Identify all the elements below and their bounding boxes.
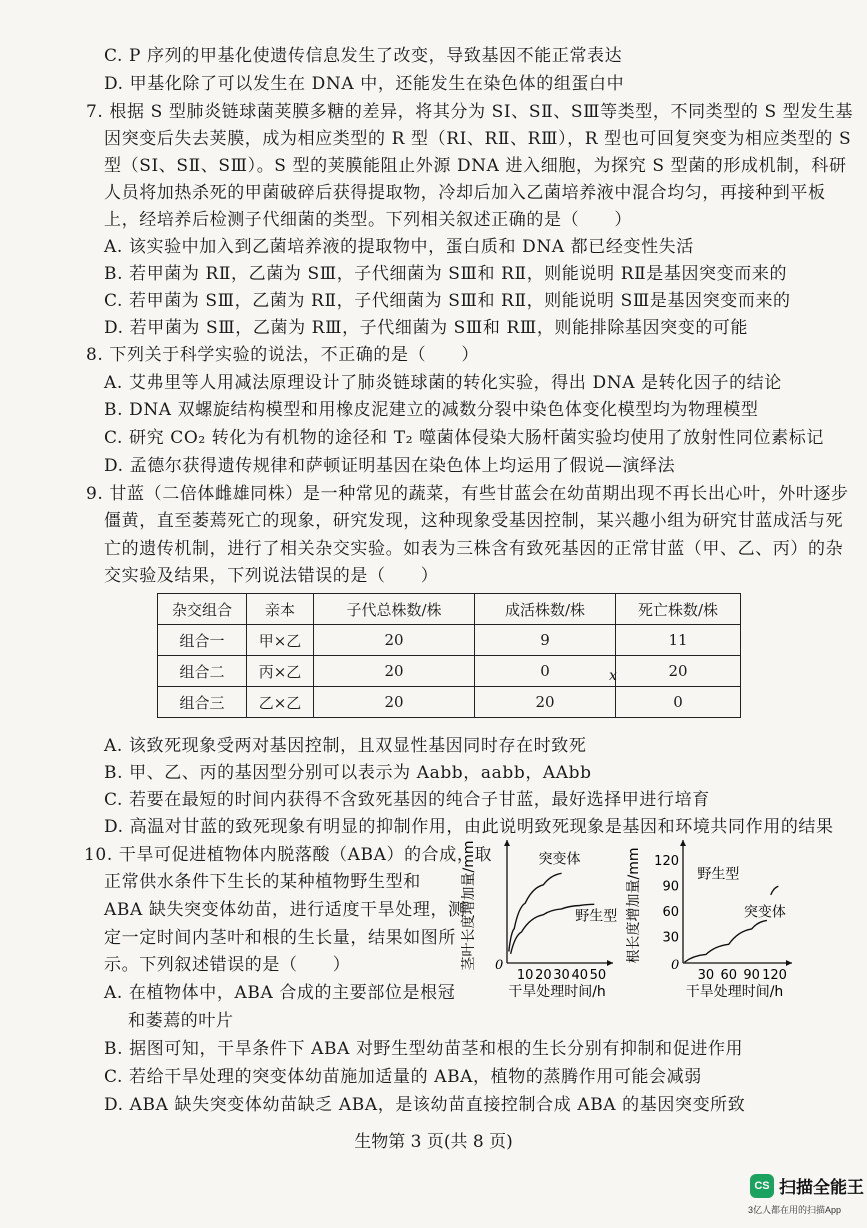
scanner-watermark (748, 1172, 862, 1222)
origin-label: 0 (495, 958, 504, 973)
q10-option-d: D. ABA 缺失突变体幼苗缺乏 ABA，是该幼苗直接控制合成 ABA 的基因突变所致 (104, 1095, 746, 1115)
q7-stem-line: 因突变后失去荚膜，成为相应类型的 R 型（RⅠ、RⅡ、RⅢ），R 型也可回复突变为相应类型的 S (104, 129, 852, 149)
table-header-cell: 死亡株数/株 (616, 594, 741, 625)
q8-option-a: A. 艾弗里等人用减法原理设计了肺炎链球菌的转化实验，得出 DNA 是转化因子的结论 (104, 373, 782, 393)
series-label: 野生型 (697, 866, 740, 883)
x-tick-label: 50 (589, 968, 607, 983)
q10-option-a: A. 在植物体中，ABA 合成的主要部位是根冠 (104, 983, 456, 1003)
table-cell: 20 (314, 625, 475, 656)
q7-stem-line: 人员将加热杀死的甲菌破碎后获得提取物，冷却后加入乙菌培养液中混合均匀，再接种到平板 (104, 183, 826, 203)
y-axis-arrow (680, 840, 686, 846)
y-axis-label: 茎叶长度增加量/mm (461, 840, 477, 971)
x-tick-label: 10 (516, 968, 534, 983)
q7-option-a: A. 该实验中加入到乙菌培养液的提取物中，蛋白质和 DNA 都已经变性失活 (104, 237, 694, 257)
q7-option-d: D. 若甲菌为 SⅢ，乙菌为 RⅢ，子代细菌为 SⅢ和 RⅢ，则能排除基因突变的可能 (104, 318, 749, 338)
table-row (158, 687, 741, 718)
y-axis-label: 根长度增加量/mm (626, 847, 642, 964)
q10-stem-line: 正常供水条件下生长的某种植物野生型和 (104, 872, 421, 892)
table-cell: 9 (475, 625, 616, 656)
q9-stem-line: 交实验及结果，下列说法错误的是（ ） (104, 566, 439, 586)
q10-stem-line: ABA 缺失突变体幼苗，进行适度干旱处理，测 (104, 900, 466, 920)
x-axis-arrow (607, 960, 613, 966)
x-axis-arrow (786, 960, 792, 966)
x-tick-label: 30 (697, 968, 715, 983)
x-tick-label: 120 (762, 968, 787, 983)
x-tick-label: 60 (720, 968, 738, 983)
series-line (771, 886, 779, 895)
table-cell: 组合一 (158, 625, 247, 656)
stem-leaf-growth-chart (455, 838, 620, 998)
y-tick-label: 120 (654, 853, 679, 869)
table-cell: 甲×乙 (247, 625, 314, 656)
x-tick-label: 30 (553, 968, 570, 983)
table-cell: 0 (475, 656, 616, 687)
table-cell: 20 (475, 687, 616, 718)
table-cell: 丙×乙 (247, 656, 314, 687)
y-tick-label: 60 (662, 904, 679, 920)
series-line (685, 920, 767, 962)
handwritten-mark: x (609, 668, 617, 684)
table-row (158, 625, 741, 656)
table-cell: 11 (616, 625, 741, 656)
brand-name: 扫描全能王 (779, 1178, 864, 1197)
origin-label: 0 (671, 958, 680, 973)
q6-option-d: D. 甲基化除了可以发生在 DNA 中，还能发生在染色体的组蛋白中 (104, 74, 625, 94)
q10-option-a-cont: 和萎蔫的叶片 (128, 1011, 234, 1031)
x-axis-label: 干旱处理时间/h (685, 984, 784, 998)
q7-option-b: B. 若甲菌为 RⅡ，乙菌为 SⅢ，子代细菌为 SⅢ和 RⅡ，则能说明 RⅡ是基因突变而来的 (104, 264, 788, 284)
table-header-cell: 杂交组合 (158, 594, 247, 625)
q9-stem-line: 亡的遗传机制，进行了相关杂交实验。如表为三株含有致死基因的正常甘蓝（甲、乙、丙）的杂 (104, 539, 844, 559)
q10-option-b: B. 据图可知，干旱条件下 ABA 对野生型幼苗茎和根的生长分别有抑制和促进作用 (104, 1039, 744, 1059)
q9-option-d: D. 高温对甘蓝的致死现象有明显的抑制作用，由此说明致死现象是基因和环境共同作用的结果 (104, 817, 834, 837)
table-cell: 20 (616, 656, 741, 687)
table-cell: 0 (616, 687, 741, 718)
q9-option-c: C. 若要在最短的时间内获得不含致死基因的纯合子甘蓝，最好选择甲进行培育 (104, 790, 710, 810)
q8-option-c: C. 研究 CO₂ 转化为有机物的途径和 T₂ 噬菌体侵染大肠杆菌实验均使用了放射性同位素标记 (104, 428, 824, 448)
q10-stem-line: 定一定时间内茎叶和根的生长量，结果如图所 (104, 928, 456, 948)
camscanner-logo-icon: CS (750, 1174, 774, 1198)
q6-option-c: C. P 序列的甲基化使遗传信息发生了改变，导致基因不能正常表达 (104, 46, 623, 66)
series-label: 突变体 (743, 904, 786, 921)
q7-stem-line: 上，经培养后检测子代细菌的类型。下列相关叙述正确的是（ ） (104, 210, 632, 230)
page-footer: 生物第 3 页(共 8 页) (354, 1132, 513, 1152)
series-line (509, 873, 562, 951)
q7-stem-line: 7. 根据 S 型肺炎链球菌荚膜多糖的差异，将其分为 SⅠ、SⅡ、SⅢ等类型，不同类型的 S 型发生基 (86, 102, 854, 122)
series-label: 野生型 (575, 908, 618, 925)
x-tick-label: 90 (743, 968, 760, 983)
x-axis-label: 干旱处理时间/h (508, 984, 606, 998)
table-header-cell: 亲本 (247, 594, 314, 625)
table-cell: 20 (314, 656, 475, 687)
cross-results-table (157, 593, 741, 718)
table-header-cell: 成活株数/株 (475, 594, 616, 625)
q8-option-b: B. DNA 双螺旋结构模型和用橡皮泥建立的减数分裂中染色体变化模型均为物理模型 (104, 400, 759, 420)
y-tick-label: 90 (662, 879, 679, 895)
q10-stem-line: 示。下列叙述错误的是（ ） (104, 955, 351, 975)
q8-option-d: D. 孟德尔获得遗传规律和萨顿证明基因在染色体上均运用了假说—演绎法 (104, 456, 676, 476)
q7-stem-line: 型（SⅠ、SⅡ、SⅢ）。S 型的荚膜能阻止外源 DNA 进入细胞，为探究 S 型菌的形成机制，科研 (104, 156, 847, 176)
table-header-row (158, 594, 741, 625)
root-growth-chart (626, 838, 801, 998)
table-cell: 乙×乙 (247, 687, 314, 718)
q10-stem-line: 10. 干旱可促进植物体内脱落酸（ABA）的合成，取 (84, 845, 493, 865)
x-tick-label: 40 (571, 968, 589, 983)
series-label: 突变体 (538, 851, 581, 868)
q7-option-c: C. 若甲菌为 SⅢ，乙菌为 RⅡ，子代细菌为 SⅢ和 RⅡ，则能说明 SⅢ是基因突变而来的 (104, 291, 791, 311)
q9-option-b: B. 甲、乙、丙的基因型分别可以表示为 Aabb，aabb，AAbb (104, 763, 592, 783)
table-cell: 组合二 (158, 656, 247, 687)
y-axis-arrow (504, 840, 510, 846)
q8-stem-line: 8. 下列关于科学实验的说法，不正确的是（ ） (86, 345, 480, 365)
q9-stem-line: 僵黄，直至萎蔫死亡的现象，研究发现，这种现象受基因控制，某兴趣小组为研究甘蓝成活与死 (104, 511, 844, 531)
table-header-cell: 子代总株数/株 (314, 594, 475, 625)
q9-stem-line: 9. 甘蓝（二倍体雌雄同株）是一种常见的蔬菜，有些甘蓝会在幼苗期出现不再长出心叶，外叶逐步 (86, 484, 849, 504)
brand-tagline: 3亿人都在用的扫描App (748, 1205, 842, 1215)
y-tick-label: 30 (662, 930, 679, 946)
q10-option-c: C. 若给干旱处理的突变体幼苗施加适量的 ABA，植物的蒸腾作用可能会减弱 (104, 1067, 702, 1087)
q9-option-a: A. 该致死现象受两对基因控制，且双显性基因同时存在时致死 (104, 736, 587, 756)
table-cell: 组合三 (158, 687, 247, 718)
table-row (158, 656, 741, 687)
table-cell: 20 (314, 687, 475, 718)
x-tick-label: 20 (535, 968, 552, 983)
